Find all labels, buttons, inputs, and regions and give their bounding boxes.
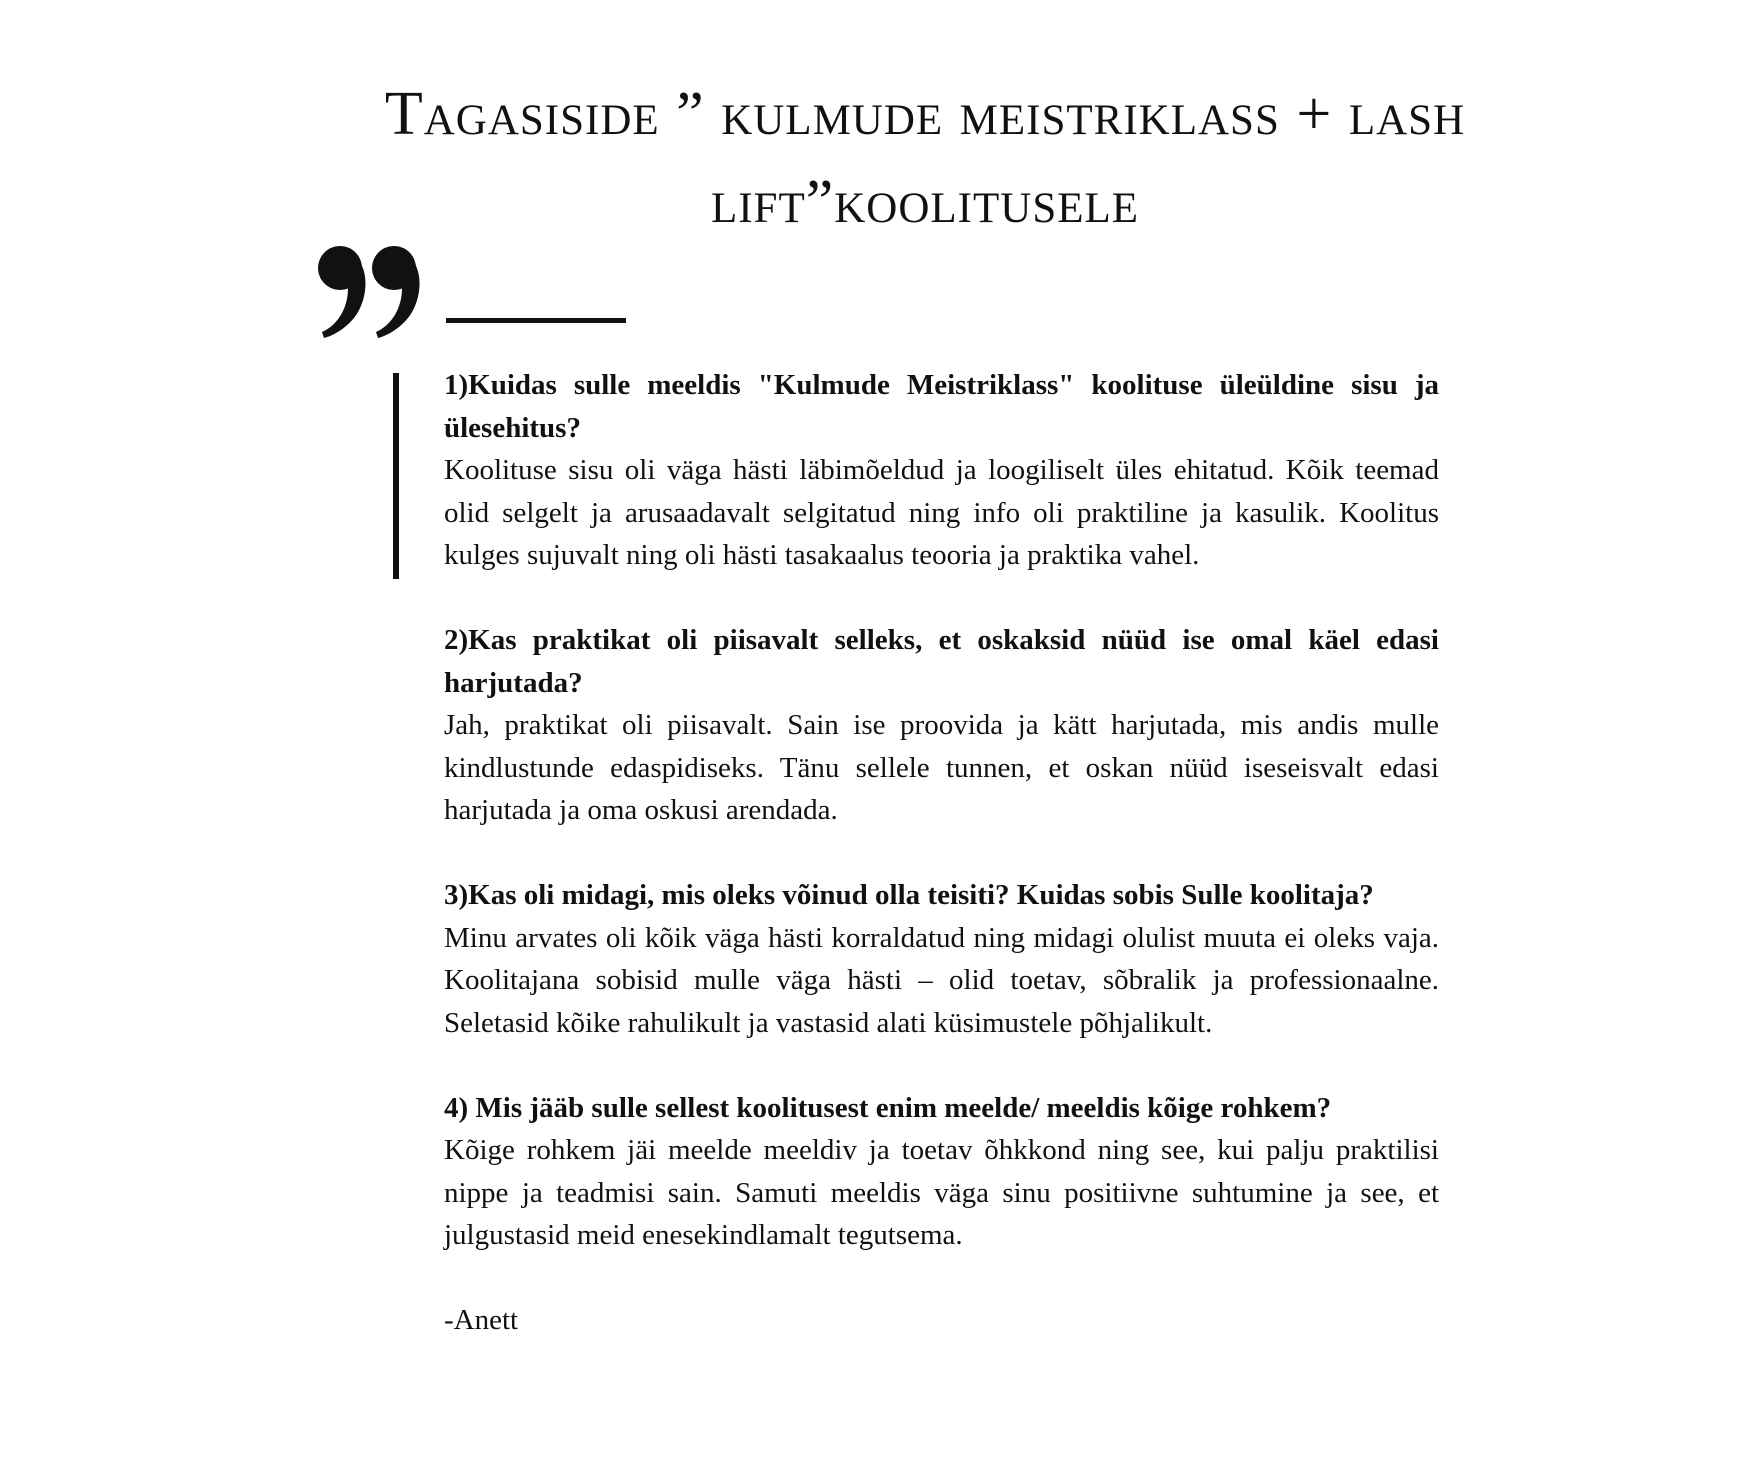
quote-side-bar (393, 373, 399, 579)
answer-1: Koolituse sisu oli väga hästi läbimõeldud ja loogiliselt üles ehitatud. Kõik teemad olid selgelt ja arusaadavalt selgitatud ning info oli praktiline ja kasulik. Koolitus kulges sujuvalt ning oli hästi tasakaalus teooria ja praktika vahel. (444, 454, 1439, 571)
page-title: Tagasiside ” kulmude meistriklass + lash lift”koolitusele (384, 80, 1466, 236)
testimonial-content (444, 364, 1439, 1342)
closing-quote-icon (312, 240, 432, 360)
answer-2: Jah, praktikat oli piisavalt. Sain ise proovida ja kätt harjutada, mis andis mulle kindlustunde edaspidiseks. Tänu sellele tunnen, et oskan nüüd iseseisvalt edasi harjutada ja oma oskusi arendada. (444, 709, 1439, 826)
qa-item-3 (444, 874, 1439, 1044)
question-3: 3)Kas oli midagi, mis oleks võinud olla teisiti? Kuidas sobis Sulle koolitaja? (444, 879, 1374, 911)
question-1: 1)Kuidas sulle meeldis "Kulmude Meistriklass" koolituse üleüldine sisu ja ülesehitus? (444, 369, 1439, 444)
qa-item-2 (444, 619, 1439, 832)
question-2: 2)Kas praktikat oli piisavalt selleks, et oskaksid nüüd ise omal käel edasi harjutada? (444, 624, 1439, 699)
qa-item-1 (444, 364, 1439, 577)
signature: -Anett (444, 1304, 519, 1336)
qa-item-4 (444, 1087, 1439, 1257)
quote-divider (446, 318, 626, 323)
answer-3: Minu arvates oli kõik väga hästi korraldatud ning midagi olulist muuta ei oleks vaja. Koolitajana sobisid mulle väga hästi – olid toetav, sõbralik ja professionaalne. Seletasid kõike rahulikult ja vastasid alati küsimustele põhjalikult. (444, 921, 1439, 1039)
question-4: 4) Mis jääb sulle sellest koolitusest enim meelde/ meeldis kõige rohkem? (444, 1091, 1332, 1124)
answer-4: Kõige rohkem jäi meelde meeldiv ja toetav õhkkond ning see, kui palju praktilisi nippe ja teadmisi sain. Samuti meeldis väga sinu positiivne suhtumine ja see, et julgustasid meid enesekindlamalt tegutsema. (444, 1134, 1439, 1251)
